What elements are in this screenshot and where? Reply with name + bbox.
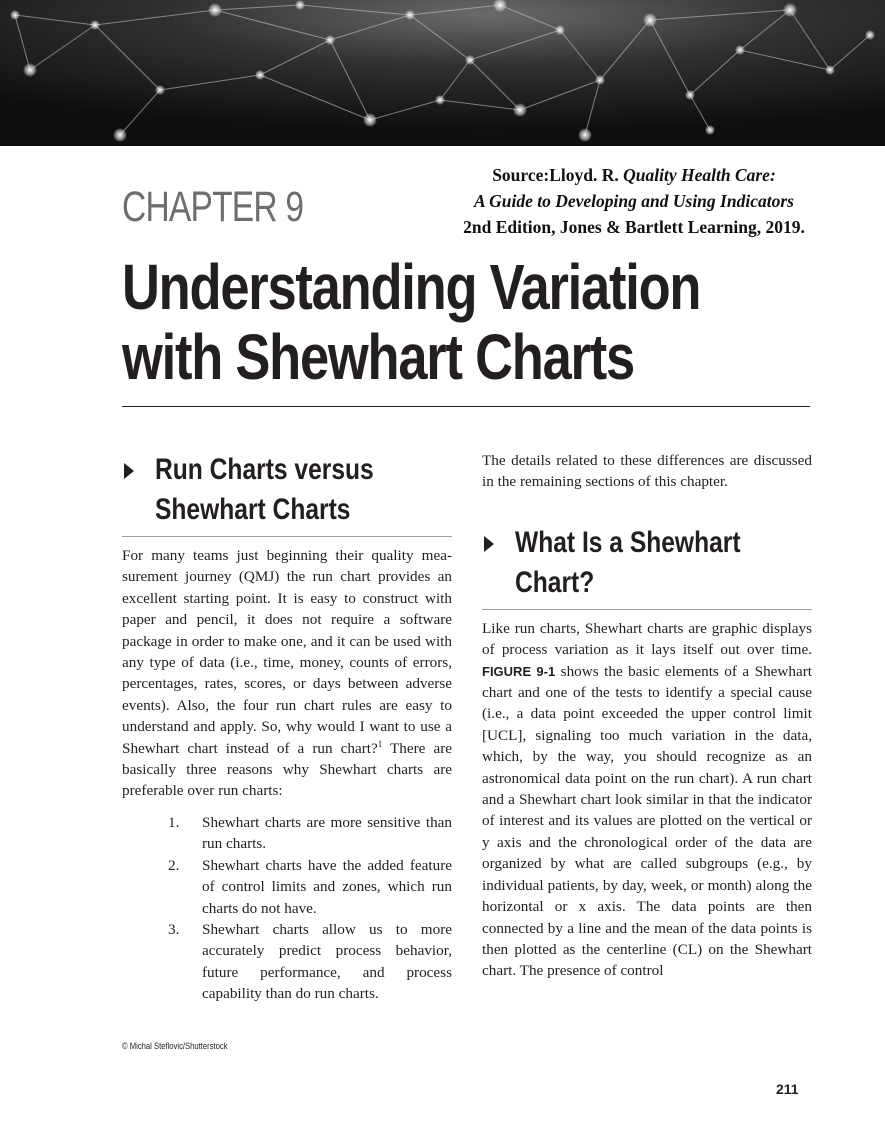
- reasons-list: [122, 812, 452, 1005]
- right-column: [482, 450, 812, 982]
- list-item: 1. Shewhart charts are more sensitive than run charts.: [168, 813, 452, 853]
- network-node: [23, 63, 37, 77]
- network-node: [155, 85, 165, 95]
- network-node: [705, 125, 715, 135]
- network-node: [208, 3, 222, 17]
- list-item: 3. Shewhart charts allow us to more accurately predict process behavior, future performance, and process capability than do run charts.: [168, 920, 452, 1003]
- network-node: [435, 95, 445, 105]
- network-node: [865, 30, 875, 40]
- page-number: 211: [776, 1081, 799, 1097]
- chapter-title: [122, 252, 700, 392]
- network-node: [363, 113, 377, 127]
- chapter-title-line-2: with Shewhart Charts: [122, 321, 634, 393]
- source-citation: [420, 162, 848, 240]
- section-heading-shewhart-chart: What Is a Shewhart Chart?: [482, 523, 812, 603]
- network-node: [405, 10, 415, 20]
- source-line-3: 2nd Edition, Jones & Bartlett Learning, 2019.: [463, 217, 805, 237]
- section-arrow-icon: [124, 463, 134, 479]
- network-node: [783, 3, 797, 17]
- network-node: [90, 20, 100, 30]
- network-node: [255, 70, 265, 80]
- body-paragraph: Like run charts, Shewhart charts are graphic displays of process variation as it lays itself out over time. FIGURE 9-1 shows the basic elements of a Shewhart chart and one of the tests to identify a special cause (i.e., a data point exceeded the upper control limit [UCL], signaling too much variation in the data, which, by the way, you should recognize as an astronomical data point on the run chart). A run chart and a Shewhart chart look similar in that the indicator of interest and its values are plotted on the vertical or y axis and the chronological order of the data are organized by what are called subgroups (e.g., by individual patients, by day, week, or month) along the horizontal or x axis. The data points are then connected by a line and the mean of the data points is then plotted as the centerline (CL) on the Shewhart chart. The presence of control: [482, 619, 813, 980]
- network-node: [578, 128, 592, 142]
- list-item: 2. Shewhart charts have the added feature of control limits and zones, which run charts do not have.: [168, 856, 452, 917]
- network-banner-image: [0, 0, 885, 146]
- section-arrow-icon: [484, 536, 494, 552]
- source-line-1: Source:Lloyd. R. Quality Health Care:: [492, 165, 776, 185]
- image-credit: © Michal Steflovic/Shutterstock: [122, 1041, 228, 1051]
- network-node: [595, 75, 605, 85]
- intro-paragraph: The details related to these differences are discussed in the remaining sections of this chapter.: [482, 452, 812, 491]
- section-heading-run-charts: Run Charts versus Shewhart Charts: [122, 450, 452, 530]
- body-paragraph: For many teams just beginning their quality measurement journey (QMJ) the run chart provides an excellent starting point. It is easy to construct with paper and pencil, it does not require a software package in order to make one, and it can be used with any type of data (i.e., time, money, counts of errors, percentages, rates, scores, or days between adverse events). Also, the four run chart rules are easy to understand and apply. So, why would I want to use a Shewhart chart instead of a run chart?$^1$ There are basically three reasons why Shewhart charts are preferable over run charts:: [122, 547, 452, 800]
- network-banner-graphic: [0, 0, 885, 146]
- chapter-title-line-1: Understanding Variation: [122, 251, 701, 323]
- network-node: [10, 10, 20, 20]
- network-node: [825, 65, 835, 75]
- left-column: [122, 450, 452, 1005]
- source-line-2: A Guide to Developing and Using Indicators: [474, 191, 794, 211]
- network-node: [735, 45, 745, 55]
- network-node: [113, 128, 127, 142]
- network-node: [555, 25, 565, 35]
- figure-reference: FIGURE 9-1: [482, 663, 556, 679]
- network-node: [685, 90, 695, 100]
- chapter-number: CHAPTER 9: [122, 183, 304, 231]
- network-node: [465, 55, 475, 65]
- footnote-marker: 1: [377, 738, 383, 749]
- network-node: [295, 0, 305, 10]
- network-node: [513, 103, 527, 117]
- network-node: [643, 13, 657, 27]
- title-divider: [122, 406, 810, 407]
- section-divider: [122, 536, 452, 537]
- section-divider: [482, 609, 812, 610]
- network-node: [325, 35, 335, 45]
